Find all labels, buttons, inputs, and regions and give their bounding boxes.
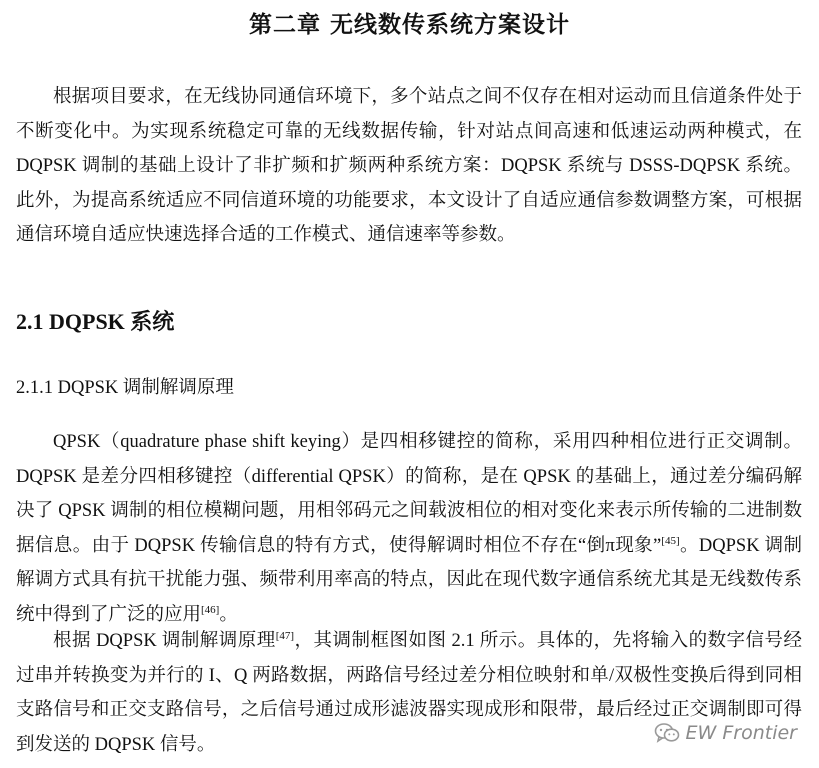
paragraph-qpsk-definition bbox=[16, 425, 802, 632]
paragraph-text: 。DQPSK 调制解调方式具有抗干扰能力强、频带利用率高的特点，因此在现代数字通信系统尤其是无线数传系统中得到了广泛的应用 bbox=[16, 535, 802, 625]
subsection-title: 2.1.1 DQPSK 调制解调原理 bbox=[16, 378, 234, 398]
citation-ref[interactable]: [47] bbox=[275, 629, 295, 642]
citation-ref[interactable]: [46] bbox=[201, 603, 220, 616]
citation-ref[interactable]: [45] bbox=[661, 534, 680, 547]
paragraph-text: 根据 DQPSK 调制解调原理 bbox=[53, 631, 276, 651]
paragraph-intro: 根据项目要求，在无线协同通信环境下，多个站点之间不仅存在相对运动而且信道条件处于不断变化中。为实现系统稳定可靠的无线数据传输，针对站点间高速和低速运动两种模式，在 DQPSK 调制的基础上设计了非扩频和扩频两种系统方案：DQPSK 系统与 DSSS-DQPSK 系统。此外，为提高系统适应不同信道环境的功能要求，本文设计了自适应通信参数调整方案，可根据通信环境自适应快速选择合适的工作模式、通信速率等参数。 bbox=[16, 87, 802, 245]
wechat-icon bbox=[654, 722, 680, 744]
paragraph-text: 。 bbox=[219, 604, 238, 625]
section-title: 2.1 DQPSK 系统 bbox=[16, 309, 175, 334]
watermark-text: EW Frontier bbox=[685, 722, 797, 744]
paragraph-text: QPSK（quadrature phase shift keying）是四相移键控的简称，采用四种相位进行正交调制。DQPSK 是差分四相移键控（differential QPSK）的简称，是在 QPSK 的基础上，通过差分编码解决了 QPSK 调制的相位模糊问题，用相邻码元之间载波相位的相对变化来表示所传输的二进制数据信息。由于 DQPSK 传输信息的特有方式，使得解调时相位不存在“倒π现象” bbox=[16, 432, 802, 556]
chapter-title: 第二章 无线数传系统方案设计 bbox=[248, 12, 570, 38]
watermark bbox=[654, 722, 797, 744]
paragraph-text: ，其调制框图如图 2.1 所示。具体的，先将输入的数字信号经过串并转换变为并行的 I、Q 两路数据，两路信号经过差分相位映射和单/双极性变换后得到同相支路信号和正交支路信号，之后信号通过成形滤波器实现成形和限带，最后经过正交调制即可得到发送的 DQPSK 信号。 bbox=[16, 631, 802, 755]
